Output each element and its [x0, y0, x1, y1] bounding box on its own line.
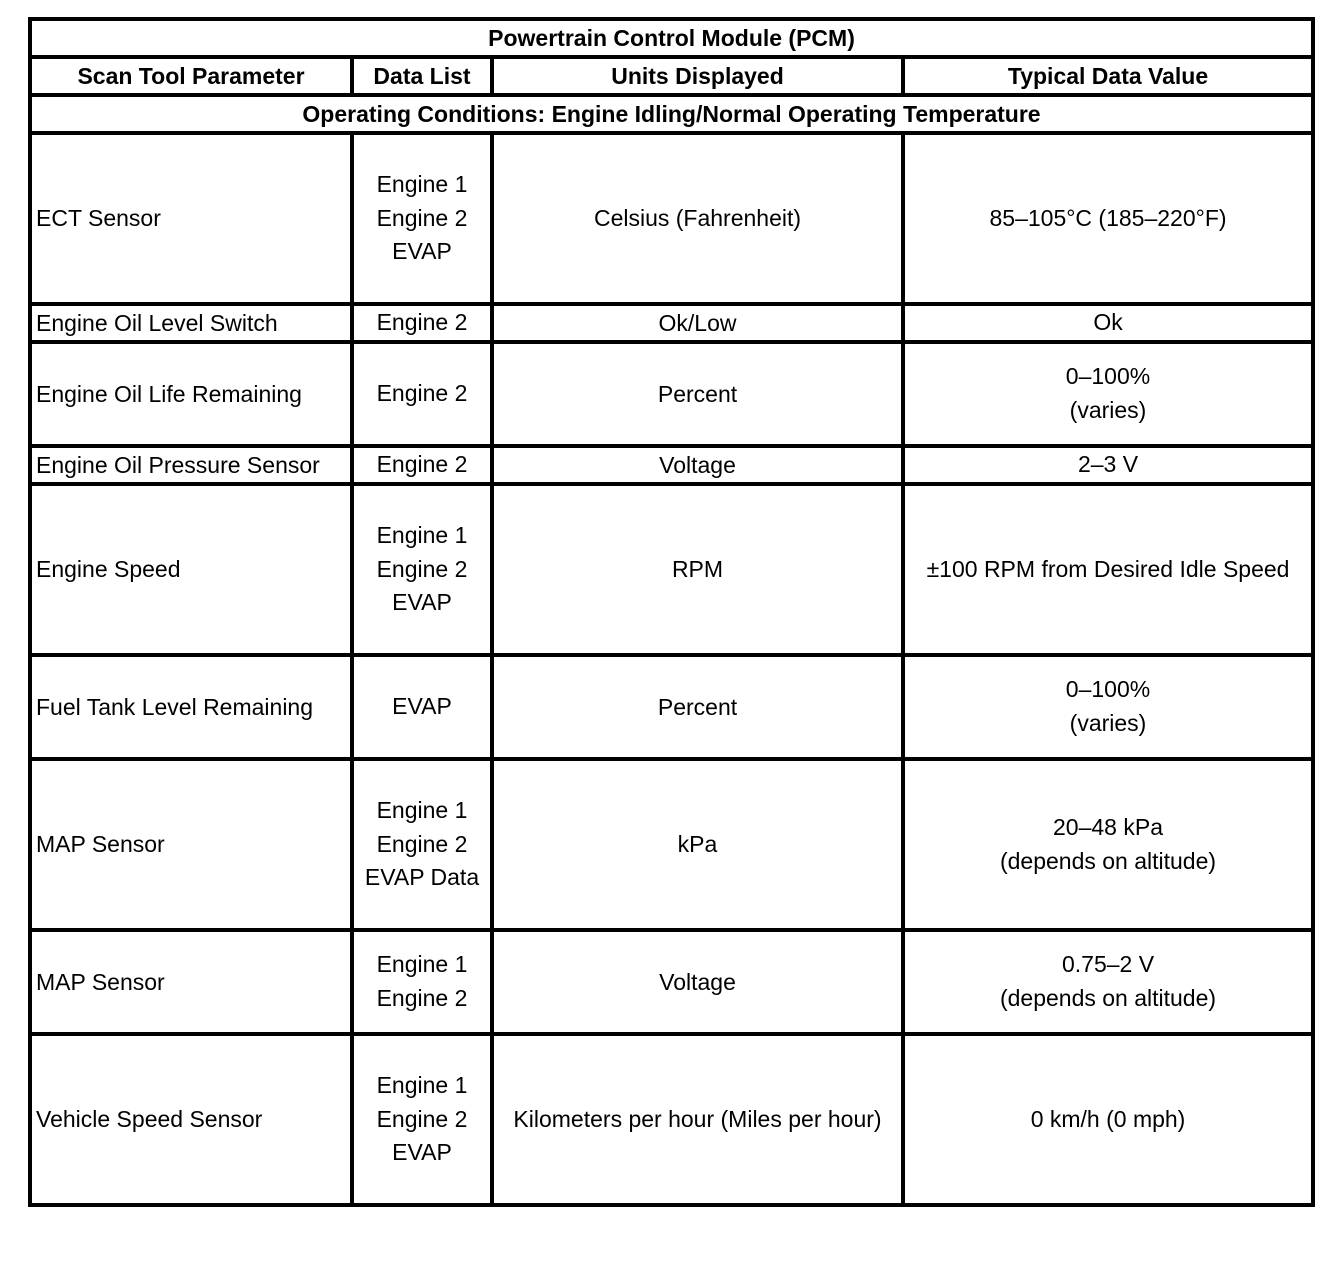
table-row — [30, 1034, 1313, 1205]
typical-value-cell — [903, 342, 1313, 446]
typical-value-cell — [903, 1034, 1313, 1205]
typical-value: 0–100% — [1065, 363, 1151, 390]
pcm-data-table — [28, 17, 1315, 1207]
data-list-cell — [352, 446, 492, 484]
data-list-entry: EVAP — [392, 1139, 452, 1166]
parameter-cell: Engine Oil Life Remaining — [30, 342, 352, 446]
header-scan-tool-parameter: Scan Tool Parameter — [30, 57, 352, 95]
data-list-entry: Engine 2 — [376, 309, 468, 336]
typical-value-cell — [903, 759, 1313, 930]
parameter-cell: MAP Sensor — [30, 759, 352, 930]
data-list-entry: Engine 2 — [376, 451, 468, 478]
data-list-cell — [352, 759, 492, 930]
data-list-entry: Engine 1 — [376, 171, 468, 198]
typical-value: 0–100% — [1065, 676, 1151, 703]
header-units-displayed: Units Displayed — [492, 57, 903, 95]
data-list-entry: EVAP — [392, 238, 452, 265]
table-header-row — [30, 57, 1313, 95]
data-list-entry: Engine 2 — [376, 1105, 468, 1132]
header-data-list: Data List — [352, 57, 492, 95]
units-cell: Ok/Low — [492, 304, 903, 342]
data-list-entry: Engine 1 — [376, 522, 468, 549]
table-row — [30, 930, 1313, 1034]
typical-value-cell — [903, 484, 1313, 655]
table-row — [30, 133, 1313, 304]
header-typical-data-value: Typical Data Value — [903, 57, 1313, 95]
parameter-cell: Vehicle Speed Sensor — [30, 1034, 352, 1205]
table-row — [30, 304, 1313, 342]
units-cell: Percent — [492, 655, 903, 759]
parameter-cell: Engine Oil Level Switch — [30, 304, 352, 342]
data-list-entry: EVAP — [392, 693, 452, 720]
typical-value: Ok — [1093, 309, 1123, 336]
table-row — [30, 484, 1313, 655]
data-list-entry: Engine 2 — [376, 555, 468, 582]
parameter-cell: Fuel Tank Level Remaining — [30, 655, 352, 759]
data-list-entry: Engine 2 — [376, 830, 468, 857]
typical-value: 85–105°C (185–220°F) — [989, 204, 1227, 231]
units-cell: Celsius (Fahrenheit) — [492, 133, 903, 304]
typical-value-cell — [903, 446, 1313, 484]
data-list-entry: EVAP Data — [364, 864, 480, 891]
units-cell: Voltage — [492, 446, 903, 484]
typical-value-cell — [903, 304, 1313, 342]
typical-value-note: (depends on altitude) — [999, 985, 1217, 1011]
data-list-cell — [352, 655, 492, 759]
typical-value: 20–48 kPa — [1053, 813, 1163, 840]
table-title: Powertrain Control Module (PCM) — [30, 19, 1313, 57]
typical-value-cell — [903, 133, 1313, 304]
table-row — [30, 759, 1313, 930]
data-list-cell — [352, 1034, 492, 1205]
parameter-cell: ECT Sensor — [30, 133, 352, 304]
typical-value-cell — [903, 930, 1313, 1034]
units-cell: RPM — [492, 484, 903, 655]
parameter-cell: Engine Oil Pressure Sensor — [30, 446, 352, 484]
units-cell: kPa — [492, 759, 903, 930]
table-row — [30, 342, 1313, 446]
data-list-entry: Engine 1 — [376, 797, 468, 824]
table-row — [30, 655, 1313, 759]
typical-value: 0.75–2 V — [1061, 951, 1155, 978]
data-list-entry: Engine 1 — [376, 951, 468, 978]
data-list-entry: Engine 2 — [376, 204, 468, 231]
data-list-entry: Engine 2 — [376, 380, 468, 407]
typical-value: 2–3 V — [1077, 451, 1139, 478]
parameter-cell: MAP Sensor — [30, 930, 352, 1034]
typical-value-note: (depends on altitude) — [999, 847, 1217, 874]
data-list-cell — [352, 133, 492, 304]
units-cell: Kilometers per hour (Miles per hour) — [492, 1034, 903, 1205]
data-list-cell — [352, 930, 492, 1034]
parameter-cell: Engine Speed — [30, 484, 352, 655]
operating-conditions-row — [30, 95, 1313, 133]
units-cell: Percent — [492, 342, 903, 446]
table-row — [30, 446, 1313, 484]
typical-value: 0 km/h (0 mph) — [1030, 1105, 1186, 1132]
data-list-cell — [352, 484, 492, 655]
typical-value-note: (varies) — [1069, 710, 1147, 736]
data-list-cell — [352, 304, 492, 342]
operating-conditions: Operating Conditions: Engine Idling/Normal Operating Temperature — [30, 95, 1313, 133]
data-list-cell — [352, 342, 492, 446]
data-list-entry: Engine 2 — [376, 985, 468, 1011]
typical-value: ±100 RPM from Desired Idle Speed — [926, 555, 1290, 582]
data-list-entry: Engine 1 — [376, 1072, 468, 1099]
typical-value-cell — [903, 655, 1313, 759]
typical-value-note: (varies) — [1069, 397, 1147, 423]
data-list-entry: EVAP — [392, 589, 452, 616]
units-cell: Voltage — [492, 930, 903, 1034]
table-title-row — [30, 19, 1313, 57]
